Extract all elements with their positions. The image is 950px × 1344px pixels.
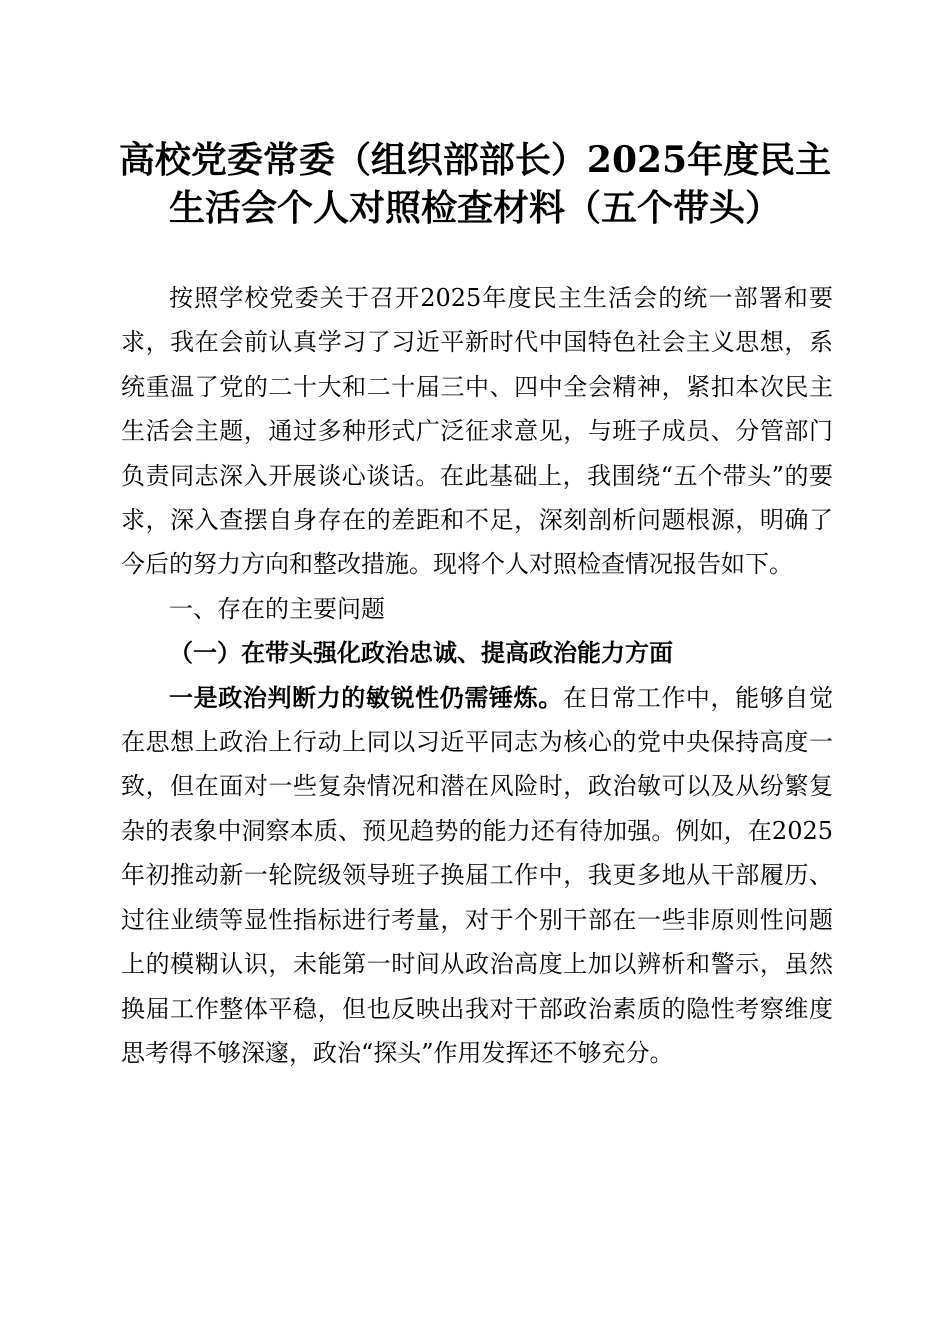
subsection-1-heading: （一）在带头强化政治忠诚、提高政治能力方面 [169,638,673,668]
intro-paragraph: 按照学校党委关于召开2025年度民主生活会的统一部署和要求，我在会前认真学习了习近平新时代中国特色社会主义思想，系统重温了党的二十大和二十届三中、四中全会精神，紧扣本次民主生活会主题，通过多种形式广泛征求意见，与班子成员、分管部门负责同志深入开展谈心谈话。在此基础上，我围绕“五个带头”的要求，深入查摆自身存在的差距和不足，深刻剖析问题根源，明确了今后的努力方向和整改措施。现将个人对照检查情况报告如下。 [121,284,833,579]
section-1-heading: 一、存在的主要问题 [169,594,385,623]
document-title [100,136,850,232]
point-1-body: 在日常工作中，能够自觉在思想上政治上行动上同以习近平同志为核心的党中央保持高度一致，但在面对一些复杂情况和潜在风险时，政治敏可以及从纷繁复杂的表象中洞察本质、预见趋势的能力还有待加强。例如，在2025年初推动新一轮院级领导班子换届工作中，我更多地从干部履历、过往业绩等显性指标进行考量，对于个别干部在一些非原则性问题上的模糊认识，未能第一时间从政治高度上加以辨析和警示，虽然换届工作整体平稳，但也反映出我对干部政治素质的隐性考察维度思考得不够深邃，政治“探头”作用发挥还不够充分。 [121,683,834,1067]
document-body [121,276,833,1075]
point-1-lead: 一是政治判断力的敏锐性仍需锤炼。 [169,682,563,712]
title-line-2: 生活会个人对照检查材料（五个带头） [168,187,781,229]
point-1-paragraph [121,676,833,1076]
title-line-1: 高校党委常委（组织部部长）2025年度民主 [118,139,832,181]
